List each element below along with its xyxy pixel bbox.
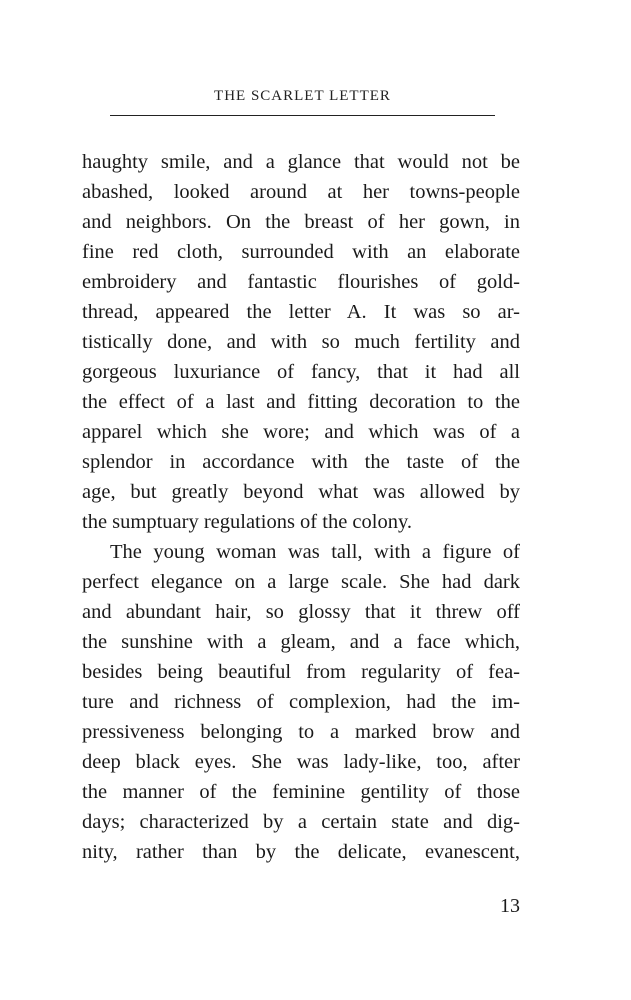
text-line: splendor in accordance with the taste of the <box>82 451 520 473</box>
text-line: pressiveness belonging to a marked brow and <box>82 721 520 743</box>
text-line: apparel which she wore; and which was of a <box>82 421 520 443</box>
text-line: gorgeous luxuriance of fancy, that it had all <box>82 361 520 383</box>
text-line: the manner of the feminine gentility of those <box>82 781 520 803</box>
text-line: days; characterized by a certain state and dig- <box>82 811 520 833</box>
text-line: perfect elegance on a large scale. She had dark <box>82 571 520 593</box>
paragraph-1 <box>82 147 520 537</box>
text-line: nity, rather than by the delicate, evanescent, <box>82 841 520 863</box>
body-text <box>82 147 520 867</box>
text-line: embroidery and fantastic flourishes of gold- <box>82 271 520 293</box>
text-line: the sumptuary regulations of the colony. <box>82 511 413 533</box>
text-line: age, but greatly beyond what was allowed by <box>82 481 520 503</box>
text-line: and abundant hair, so glossy that it threw off <box>82 601 520 623</box>
text-line: the sunshine with a gleam, and a face which, <box>82 631 520 653</box>
paragraph-2 <box>82 537 520 867</box>
text-line: The young woman was tall, with a figure of <box>110 541 520 563</box>
text-line: fine red cloth, surrounded with an elaborate <box>82 241 520 263</box>
running-head: THE SCARLET LETTER <box>214 88 391 104</box>
text-line: and neighbors. On the breast of her gown, in <box>82 211 520 233</box>
text-line: thread, appeared the letter A. It was so ar- <box>82 301 520 323</box>
page-number: 13 <box>500 895 520 917</box>
text-line: abashed, looked around at her towns-people <box>82 181 520 203</box>
text-line: besides being beautiful from regularity of fea- <box>82 661 520 683</box>
text-line: ture and richness of complexion, had the im- <box>82 691 520 713</box>
header-rule <box>110 115 495 116</box>
text-line: haughty smile, and a glance that would not be <box>82 151 520 173</box>
text-line: tistically done, and with so much fertility and <box>82 331 520 353</box>
text-line: deep black eyes. She was lady-like, too, after <box>82 751 520 773</box>
text-line: the effect of a last and fitting decoration to the <box>82 391 520 413</box>
